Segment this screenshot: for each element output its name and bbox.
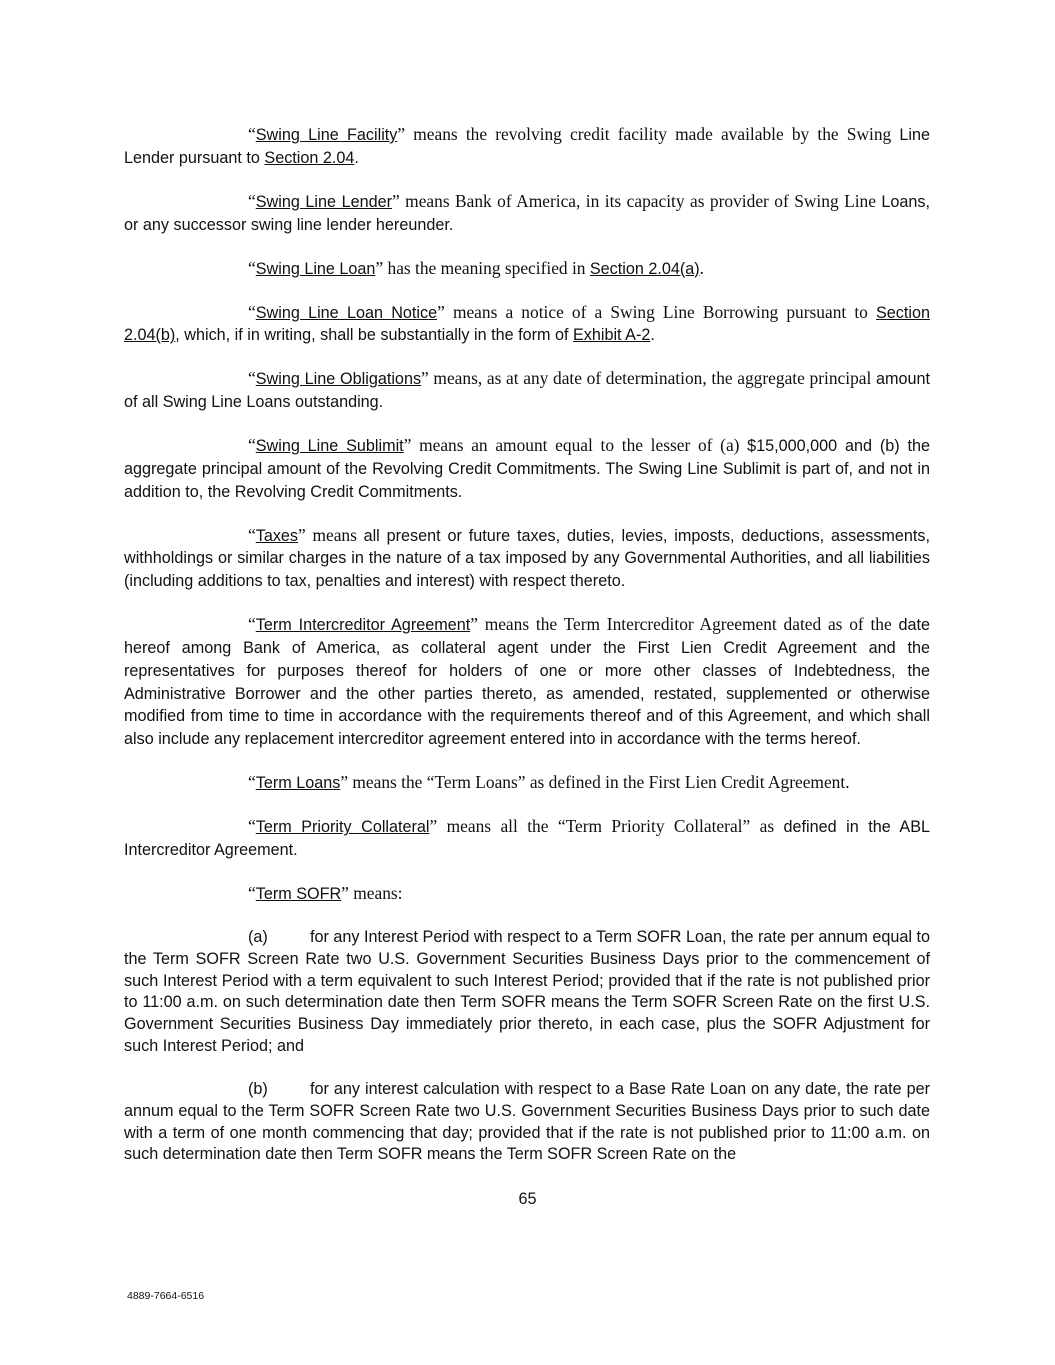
exhibit-reference: Exhibit A-2 — [572, 326, 651, 345]
section-reference: Section 2.04(b) — [124, 303, 930, 345]
clause-label: (a) — [248, 927, 268, 946]
definition-term-priority-collateral: “Term Priority Collateral” means all the “Term Priority Collateral” as defined in the ABL Intercreditor Agreement. — [124, 816, 931, 860]
defined-term: Swing Line Loan — [255, 259, 376, 278]
definition-term-intercreditor-agreement: “Term Intercreditor Agreement” means the Term Intercreditor Agreement dated as of the date hereof among Bank of America, as collateral agent under the First Lien Credit Agreement and the representatives for purposes thereof for holders of one or more other classes of Indebtedness, the Administrative Borrower and the other parties thereto, as amended, restated, supplemented or otherwise modified from time to time in accordance with the requirements thereof and of this Agreement, and which shall also include any replacement intercreditor agreement entered into in accordance with the terms hereof. — [124, 614, 931, 749]
definition-swing-line-sublimit: “Swing Line Sublimit” means an amount equal to the lesser of (a) $15,000,000 and (b) the aggregate principal amount of the Revolving Credit Commitments. The Swing Line Sublimit is part of, and not in addition to, the Revolving Credit Commitments. — [124, 435, 930, 501]
definition-term-loans: “Term Loans” means the “Term Loans” as defined in the First Lien Credit Agreement. — [248, 772, 850, 793]
clause-b: (b) for any interest calculation with respect to a Base Rate Loan on any date, the rate per annum equal to the Term SOFR Screen Rate two U.S. Government Securities Business Days prior to such date with a term of one month commencing that day; provided that if the rate is not published prior to 11:00 a.m. on such determination date then Term SOFR means the Term SOFR Screen Rate on the — [124, 1079, 930, 1164]
page-number: 65 — [518, 1190, 537, 1208]
document-body — [124, 124, 930, 1166]
defined-term: Taxes — [255, 526, 299, 545]
definition-swing-line-obligations: “Swing Line Obligations” means, as at any date of determination, the aggregate principal amount of all Swing Line Loans outstanding. — [124, 368, 930, 412]
defined-term: Swing Line Lender — [255, 192, 393, 211]
definition-term-sofr: “Term SOFR” means: — [248, 883, 403, 903]
defined-term: Term Loans — [255, 774, 341, 793]
defined-term: Term Intercreditor Agreement — [255, 616, 471, 635]
defined-term: Swing Line Sublimit — [255, 437, 404, 456]
defined-term: Term Priority Collateral — [255, 818, 430, 837]
section-reference: Section 2.04 — [264, 148, 355, 167]
definition-swing-line-loan-notice: “Swing Line Loan Notice” means a notice of a Swing Line Borrowing pursuant to Section 2.04(b), which, if in writing, shall be substantially in the form of Exhibit A-2. — [124, 301, 930, 345]
defined-term: Term SOFR — [255, 885, 342, 903]
definition-swing-line-lender: “Swing Line Lender” means Bank of America, in its capacity as provider of Swing Line Loans, or any successor swing line lender hereunder. — [124, 190, 931, 234]
document-id: 4889-7664-6516 — [127, 1290, 205, 1302]
definition-swing-line-facility: “Swing Line Facility” means the revolving credit facility made available by the Swing Line Lender pursuant to Section 2.04. — [124, 124, 930, 167]
definition-taxes: “Taxes” means all present or future taxes, duties, levies, imposts, deductions, assessments, withholdings or similar charges in the nature of a tax imposed by any Governmental Authorities, and all liabilities (including additions to tax, penalties and interest) with respect thereto. — [124, 524, 930, 591]
defined-term: Swing Line Loan Notice — [255, 303, 438, 322]
defined-term: Swing Line Facility — [255, 126, 398, 144]
clause-a: (a) for any Interest Period with respect to a Term SOFR Loan, the rate per annum equal to the Term SOFR Screen Rate two U.S. Government Securities Business Days prior to the commencement of such Interest Period with a term equivalent to such Interest Period; provided that if the rate is not published prior to 11:00 a.m. on such determination date then Term SOFR means the Term SOFR Screen Rate on the first U.S. Government Securities Business Day immediately prior thereto, in each case, plus the SOFR Adjustment for such Interest Period; and — [124, 927, 930, 1055]
section-reference: Section 2.04(a) — [589, 259, 700, 278]
defined-term: Swing Line Obligations — [255, 370, 422, 389]
clause-label: (b) — [248, 1079, 268, 1098]
definition-swing-line-loan: “Swing Line Loan” has the meaning specified in Section 2.04(a). — [248, 257, 704, 278]
